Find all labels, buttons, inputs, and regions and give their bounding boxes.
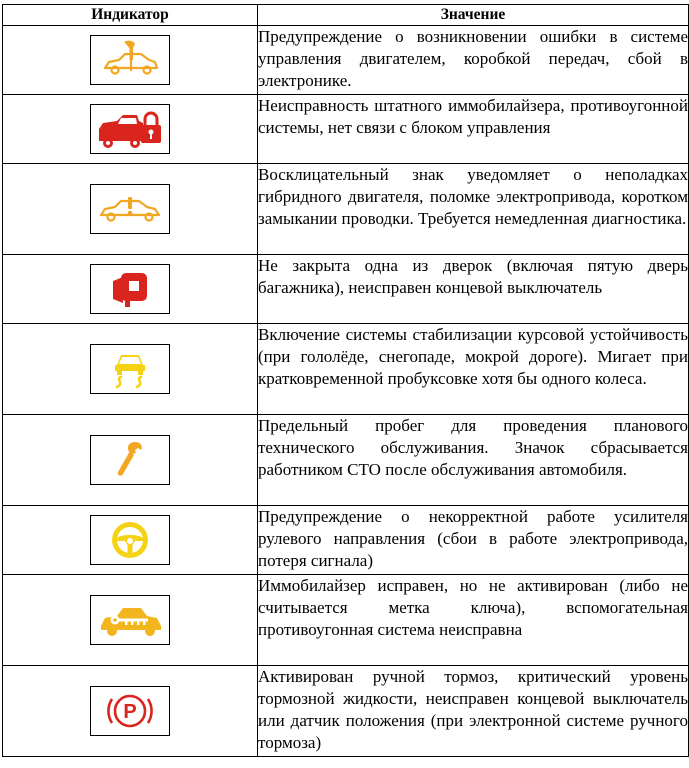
description: Предупреждение о некорректной работе усилителя рулевого направления (сбои в работе электропривода, потеря сигнала) <box>258 506 689 575</box>
service-wrench-icon <box>90 435 170 485</box>
icon-cell <box>3 575 258 666</box>
description: Активирован ручной тормоз, критический уровень тормозной жидкости, неисправен концевой выключатель или датчик положения (при электронной системе ручного тормоза) <box>258 666 689 757</box>
icon-cell <box>3 164 258 255</box>
car-wrench-warning-icon <box>90 35 170 85</box>
table-header-row <box>3 5 689 26</box>
description: Неисправность штатного иммобилайзера, противоугонной системы, нет связи с блоком управления <box>258 95 689 164</box>
parking-brake-icon <box>90 686 170 736</box>
header-indicator: Индикатор <box>3 5 258 26</box>
indicator-table <box>2 4 689 757</box>
stability-control-icon <box>90 344 170 394</box>
open-door-icon <box>90 264 170 314</box>
table-row <box>3 255 689 324</box>
table-row <box>3 666 689 757</box>
description: Иммобилайзер исправен, но не активирован (либо не считывается метка ключа), вспомогательная противоугонная система неисправна <box>258 575 689 666</box>
table-row <box>3 164 689 255</box>
table-row <box>3 506 689 575</box>
header-meaning: Значение <box>258 5 689 26</box>
table-row <box>3 324 689 415</box>
car-key-icon <box>90 595 170 645</box>
table-row <box>3 26 689 95</box>
icon-cell <box>3 415 258 506</box>
table-row <box>3 415 689 506</box>
description: Предельный пробег для проведения планового технического обслуживания. Значок сбрасывается работником СТО после обслуживания автомобиля. <box>258 415 689 506</box>
icon-cell <box>3 506 258 575</box>
description: Включение системы стабилизации курсовой устойчивость (при гололёде, снегопаде, мокрой дороге). Мигает при кратковременной пробуксовке хотя бы одного колеса. <box>258 324 689 415</box>
icon-cell <box>3 95 258 164</box>
svg-text:P: P <box>123 701 137 723</box>
description: Предупреждение о возникновении ошибки в системе управления двигателем, коробкой передач, сбой в электронике. <box>258 26 689 95</box>
car-exclamation-icon <box>90 184 170 234</box>
icon-cell <box>3 324 258 415</box>
description: Восклицательный знак уведомляет о неполадках гибридного двигателя, поломке электропривода, коротком замыкании проводки. Требуется немедленная диагностика. <box>258 164 689 255</box>
table-row <box>3 575 689 666</box>
icon-cell <box>3 255 258 324</box>
table-row <box>3 95 689 164</box>
steering-wheel-icon <box>90 515 170 565</box>
icon-cell <box>3 666 258 757</box>
icon-cell <box>3 26 258 95</box>
description: Не закрыта одна из дверок (включая пятую дверь багажника), неисправен концевой выключатель <box>258 255 689 324</box>
car-padlock-immobilizer-icon <box>90 104 170 154</box>
